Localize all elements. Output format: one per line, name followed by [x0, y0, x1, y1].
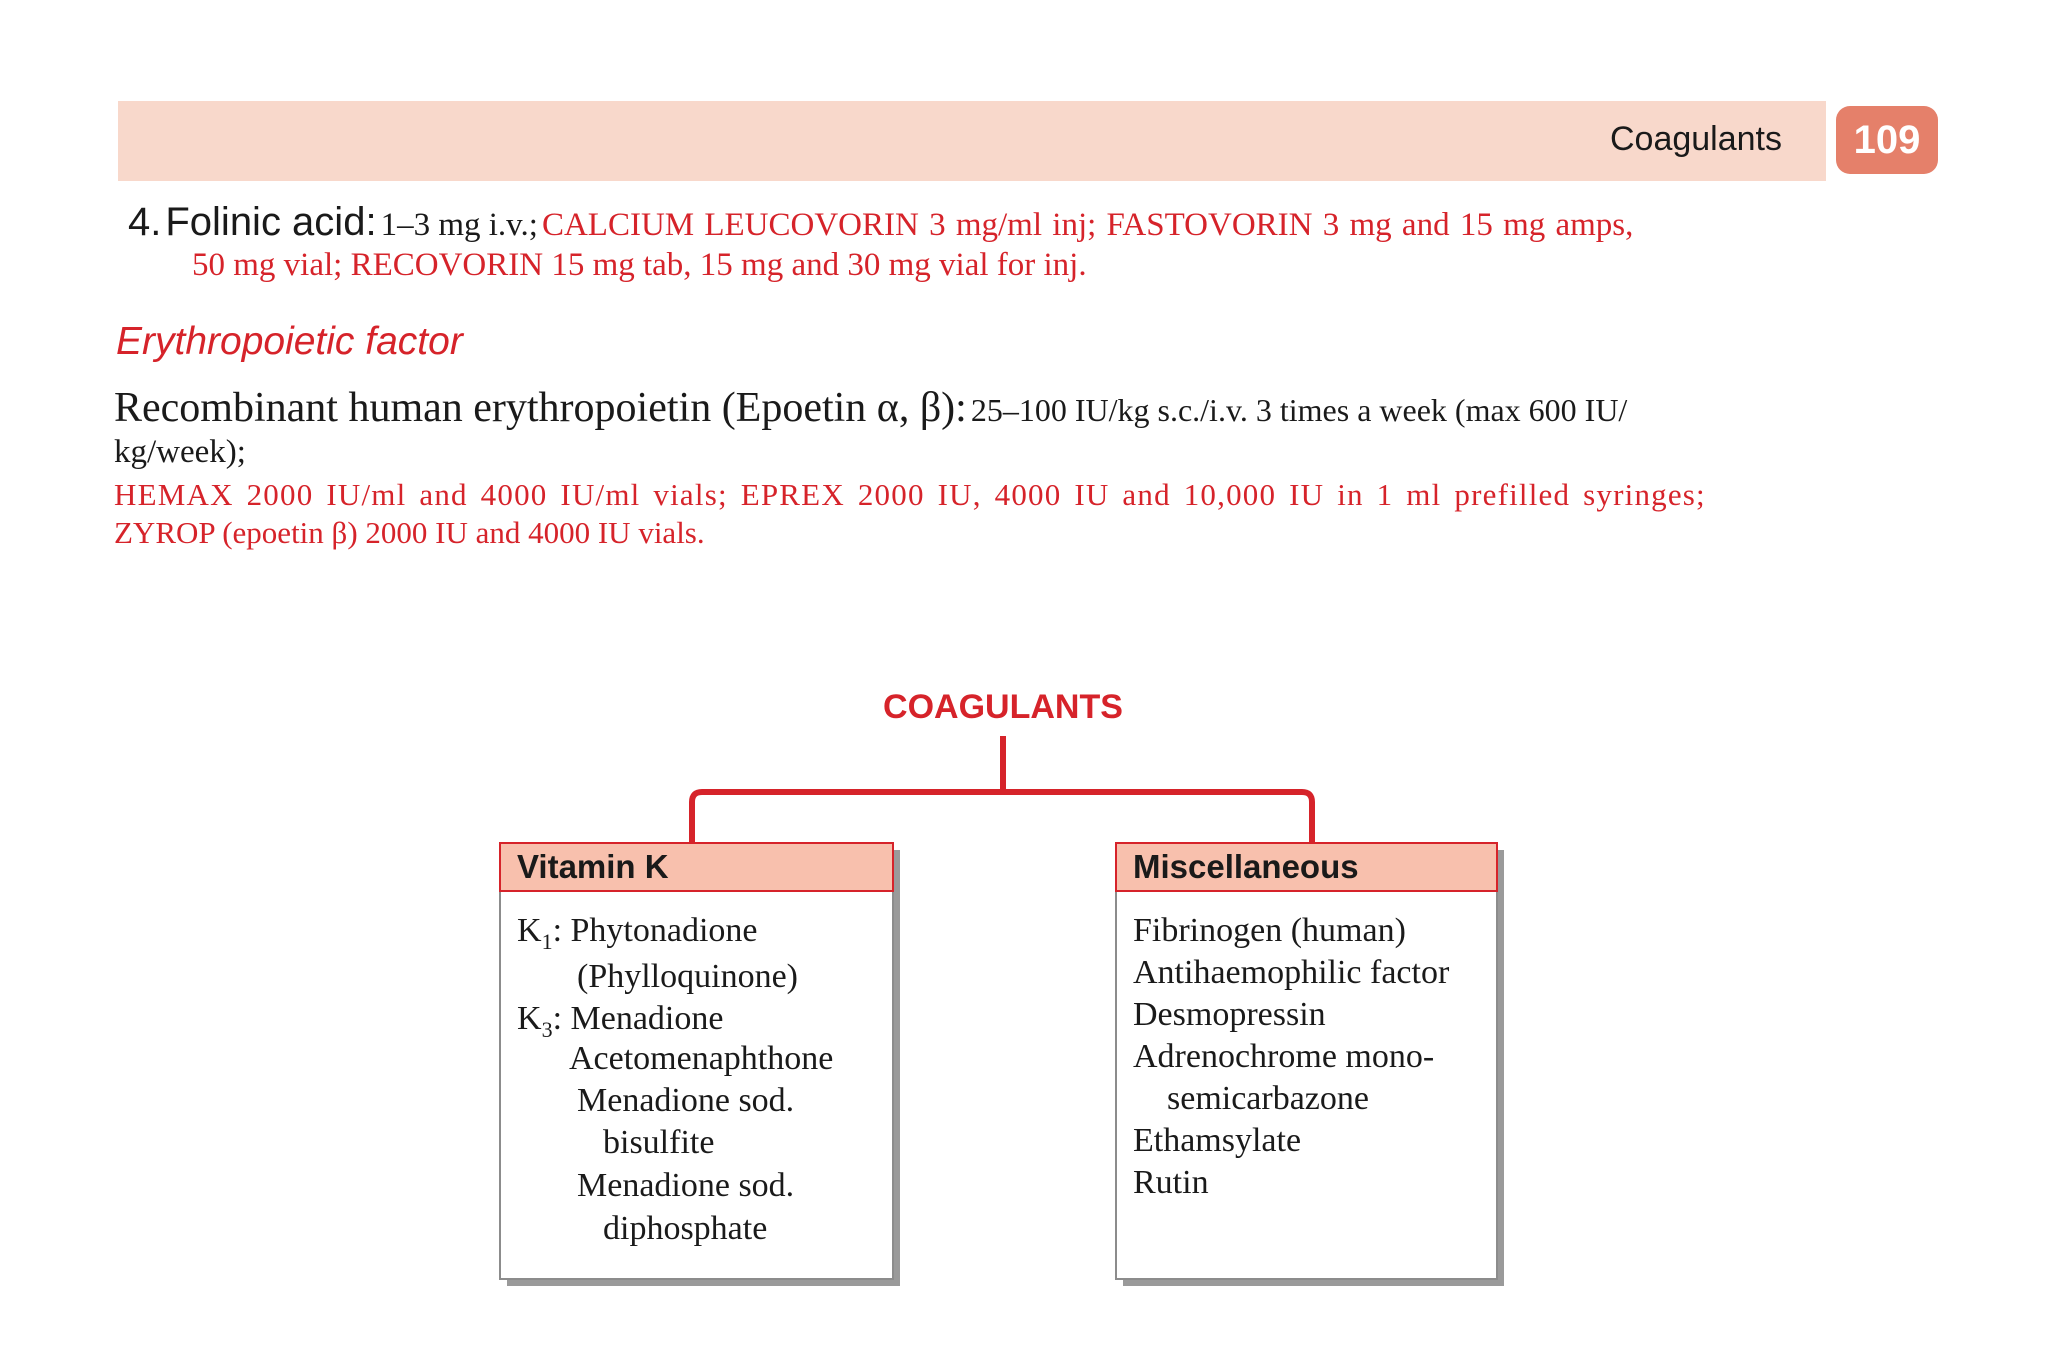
k1-entry	[517, 912, 758, 955]
drug-name: Folinic acid:	[165, 200, 377, 244]
brand-list-line-1: CALCIUM LEUCOVORIN 3 mg/ml inj; FASTOVORIN 3 mg and 15 mg amps,	[541, 207, 1634, 243]
brand-list-line-1: HEMAX 2000 IU/ml and 4000 IU/ml vials; EPREX 2000 IU, 4000 IU and 10,000 IU in 1 ml prefilled syringes;	[114, 477, 1706, 512]
list-item: Rutin	[1133, 1164, 1209, 1201]
list-item: Menadione sod.	[577, 1167, 795, 1204]
section-title: Coagulants	[1609, 120, 1782, 158]
k3-entry	[517, 1000, 723, 1043]
drug-dose-continued: kg/week);	[114, 434, 246, 470]
k1-alt-name: (Phylloquinone)	[577, 958, 798, 995]
k3-prefix: K	[517, 1000, 542, 1037]
k1-prefix: K	[517, 912, 542, 949]
list-item: Adrenochrome mono-	[1133, 1038, 1435, 1075]
vitamin-k-box	[499, 842, 894, 1280]
brand-list-line-2: ZYROP (epoetin β) 2000 IU and 4000 IU vials.	[114, 515, 705, 550]
k1-name: : Phytonadione	[552, 912, 758, 949]
miscellaneous-box	[1115, 842, 1498, 1280]
brand-list-line-2: 50 mg vial; RECOVORIN 15 mg tab, 15 mg and 30 mg vial for inj.	[192, 247, 1087, 283]
list-item: Antihaemophilic factor	[1133, 954, 1450, 991]
list-item: Desmopressin	[1133, 996, 1326, 1033]
drug-name: Recombinant human erythropoietin (Epoetin α, β):	[114, 385, 967, 431]
list-item: Fibrinogen (human)	[1133, 912, 1406, 949]
vitamin-k-heading: Vitamin K	[499, 842, 894, 892]
k3-subscript: 3	[541, 1016, 553, 1042]
list-item: semicarbazone	[1167, 1080, 1369, 1117]
list-item: bisulfite	[603, 1124, 715, 1161]
k1-subscript: 1	[541, 928, 553, 954]
section-heading-erythropoietic: Erythropoietic factor	[116, 320, 463, 363]
drug-dose: 25–100 IU/kg s.c./i.v. 3 times a week (max 600 IU/	[970, 392, 1628, 428]
k3-name: : Menadione	[552, 1000, 724, 1037]
drug-dose: 1–3 mg i.v.;	[380, 207, 538, 243]
page-number: 109	[1836, 106, 1938, 174]
item-number: 4.	[128, 200, 162, 244]
miscellaneous-heading: Miscellaneous	[1115, 842, 1498, 892]
diagram-title: COAGULANTS	[883, 688, 1123, 726]
list-item: Ethamsylate	[1133, 1122, 1302, 1159]
connector-branches	[692, 792, 1312, 842]
list-item: Menadione sod.	[577, 1082, 795, 1119]
list-item: Acetomenaphthone	[569, 1040, 834, 1077]
list-item: diphosphate	[603, 1210, 768, 1247]
